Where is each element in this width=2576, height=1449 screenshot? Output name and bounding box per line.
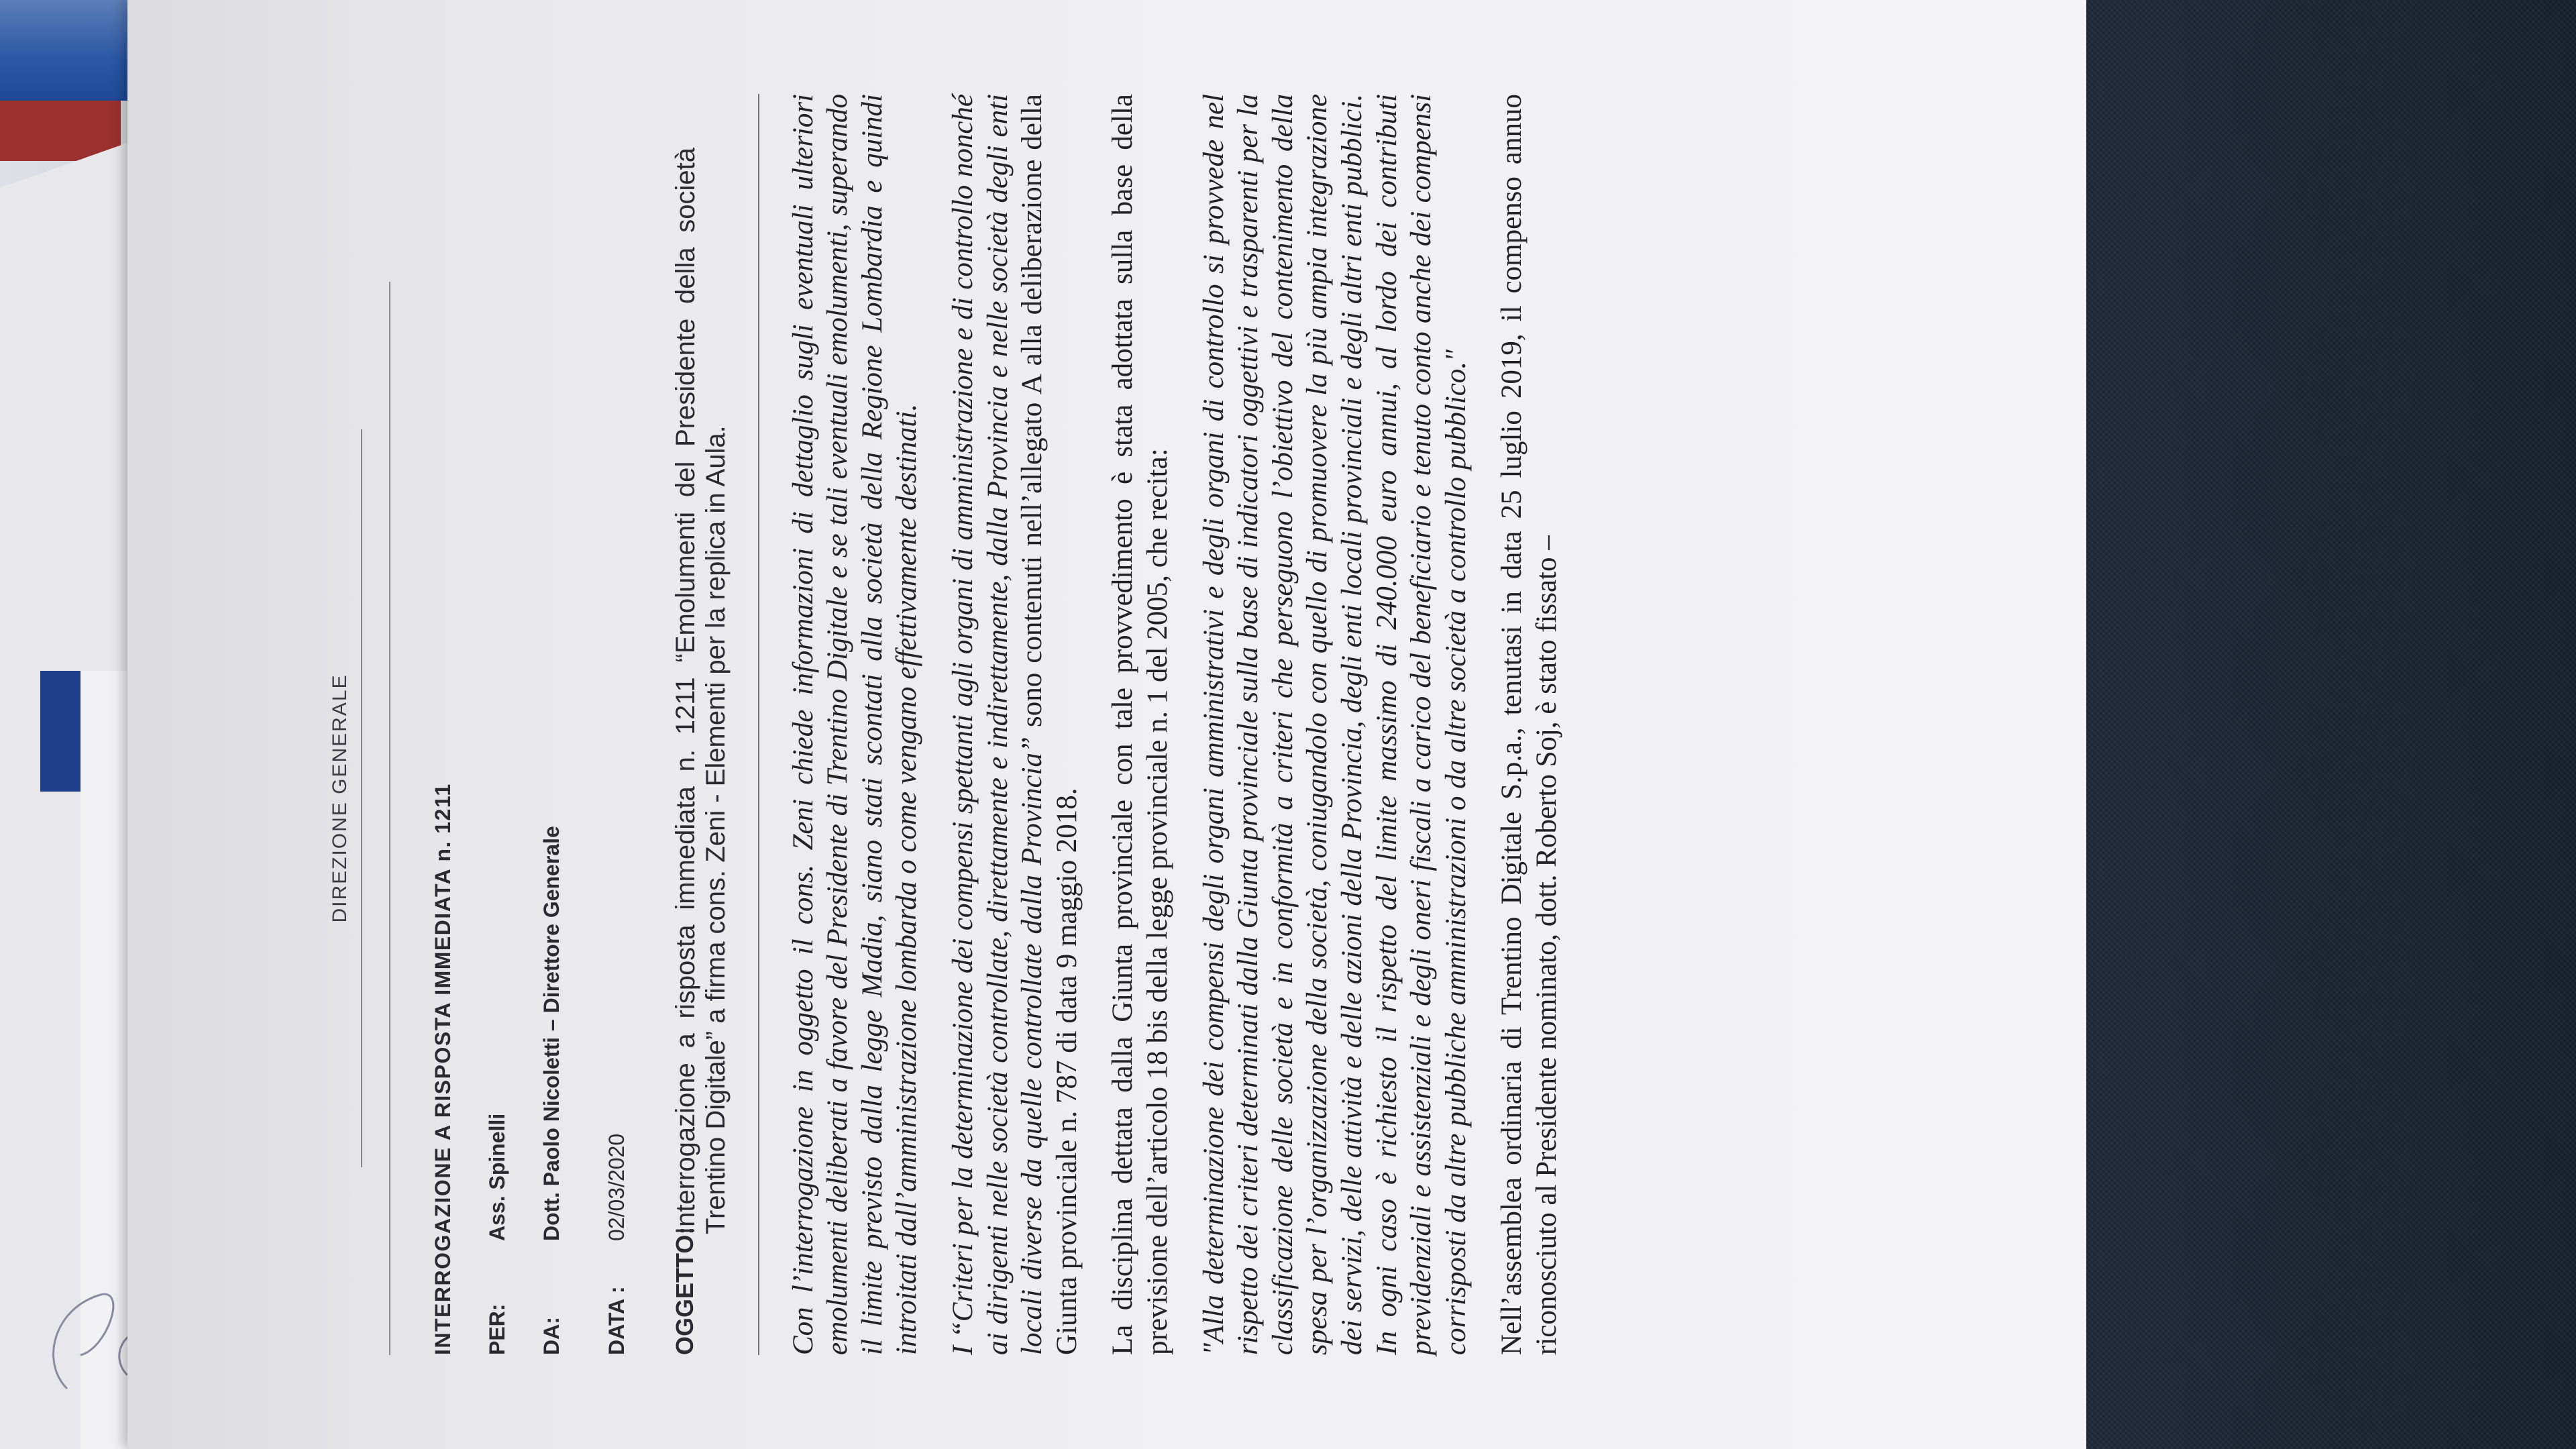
header-rule [389, 282, 390, 1355]
document-content [329, 94, 1585, 1355]
document-title: INTERROGAZIONE A RISPOSTA IMMEDIATA n. 1211 [431, 783, 455, 1355]
data-value: 02/03/2020 [604, 1133, 629, 1241]
paragraph-2-plain: sono contenuti nell’allegato A alla deliberazione della Giunta provinciale n. 787 di data 9 maggio 2018. [1016, 94, 1083, 1355]
oggetto-value: Interrogazione a risposta immediata n. 1211 “Emolumenti del Presidente della società Trentino Digitale” a firma cons. Zeni - Elementi per la replica in Aula. [671, 148, 731, 1234]
per-label: PER: [485, 1303, 509, 1355]
paragraph-2-italic: I “Criteri per la determinazione dei compensi spettanti agli organi di amministrazione e di controllo nonché ai dirigenti nelle società controllate, direttamente e indirettamente, dalla Provincia e nelle società degli enti locali diverse da quelle controllate dalla Provincia” [947, 94, 1049, 1355]
per-value: Ass. Spinelli [485, 1113, 509, 1241]
data-label: DATA : [604, 1286, 629, 1355]
department-header: DIREZIONE GENERALE [329, 429, 362, 1167]
da-value: Dott. Paolo Nicoletti – Direttore Generale [539, 826, 564, 1241]
paragraph-3: La disciplina dettata dalla Giunta provinciale con tale provvedimento è stata adottata sulla base della previsione dell’articolo 18 bis della legge provinciale n. 1 del 2005, che recita: [1107, 94, 1173, 1355]
meta-per [485, 94, 510, 1355]
paragraph-4-quote: "Alla determinazione dei compensi degli organi amministrativi e degli organi di controllo si provvede nel rispetto dei criteri determinati dalla Giunta provinciale sulla base di indicatori oggettivi e trasparenti per la classificazione delle società e in conformità a criteri che perseguono l’obiettivo del contenimento della spesa per l’organizzazione della società, coniugandolo con quello di promuovere la più ampia integrazione dei servizi, delle attività e delle azioni della Provincia, degli enti locali provinciali e degli altri enti pubblici. In ogni caso è richiesto il rispetto del limite massimo di 240.000 euro annui, al lordo dei contributi previdenziali e assistenziali e degli oneri fiscali a carico del beneficiario e tenuto conto anche dei compensi corrisposti da altre pubbliche amministrazioni o da altre società a controllo pubblico." [1197, 94, 1472, 1355]
paragraph-5: Nell’assemblea ordinaria di Trentino Digitale S.p.a., tenutasi in data 25 luglio 2019, il compenso annuo riconosciuto al Presidente nominato, dott. Roberto Soj, è stato fissato – [1496, 94, 1562, 1355]
oggetto-label: OGGETTO: [671, 1226, 698, 1355]
da-label: DA: [539, 1317, 564, 1355]
oggetto-row [671, 94, 731, 1355]
section-rule [758, 94, 759, 1355]
document-page-rotated [127, 0, 2086, 1449]
paragraph-2 [946, 94, 1084, 1355]
meta-data [604, 94, 629, 1355]
document-page [127, 0, 2086, 1449]
meta-da [539, 94, 564, 1355]
paragraph-1: Con l’interrogazione in oggetto il cons. Zeni chiede informazioni di dettaglio sugli eventuali ulteriori emolumenti deliberati a favore del Presidente di Trentino Digitale e se tali eventuali emolumenti, superando il limite previsto dalla legge Madia, siano stati scontati alla società della Regione Lombardia e quindi introitati dall’amministrazione lombarda o come vengano effettivamente destinati. [787, 94, 923, 1355]
dark-fabric-background [2086, 0, 2576, 1449]
document-body [786, 94, 1564, 1355]
